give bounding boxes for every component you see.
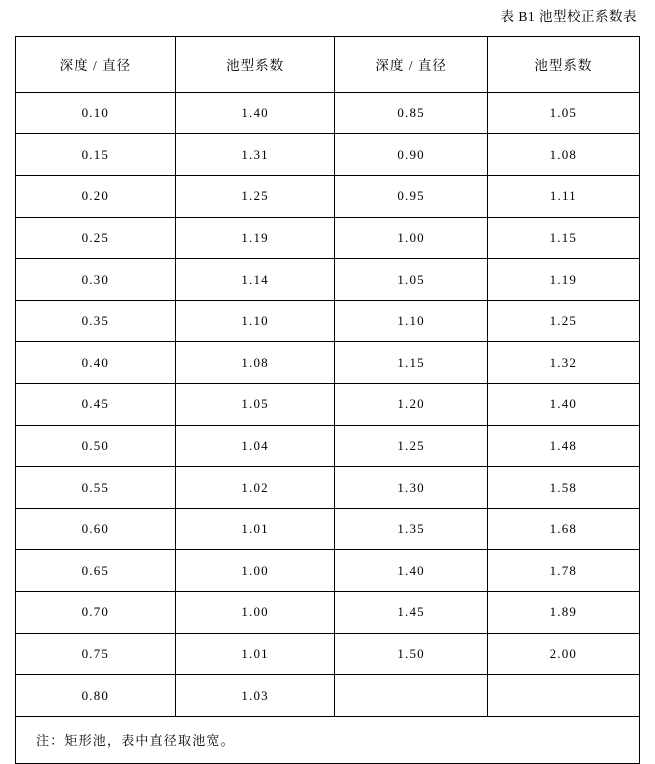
cell-pool-factor-2: 1.40 xyxy=(487,384,639,426)
cell-depth-diameter-2: 1.00 xyxy=(335,217,487,259)
cell-pool-factor-2: 1.58 xyxy=(487,467,639,509)
cell-depth-diameter-2: 1.50 xyxy=(335,633,487,675)
cell-depth-diameter-1: 0.35 xyxy=(16,300,176,342)
table-row xyxy=(16,134,640,176)
cell-pool-factor-2: 1.78 xyxy=(487,550,639,592)
table-row xyxy=(16,384,640,426)
cell-depth-diameter-2: 1.20 xyxy=(335,384,487,426)
table-caption: 表 B1 池型校正系数表 xyxy=(500,9,637,24)
cell-depth-diameter-1: 0.80 xyxy=(16,675,176,717)
table-row xyxy=(16,633,640,675)
table-row xyxy=(16,176,640,218)
pool-shape-correction-factor-table xyxy=(15,36,640,764)
cell-pool-factor-1: 1.03 xyxy=(175,675,335,717)
table-row xyxy=(16,92,640,134)
table-header xyxy=(16,36,640,92)
cell-depth-diameter-1: 0.65 xyxy=(16,550,176,592)
table-row xyxy=(16,675,640,717)
cell-pool-factor-1: 1.40 xyxy=(175,92,335,134)
cell-pool-factor-2: 1.19 xyxy=(487,259,639,301)
cell-pool-factor-1: 1.19 xyxy=(175,217,335,259)
table-row xyxy=(16,592,640,634)
cell-pool-factor-2: 1.15 xyxy=(487,217,639,259)
cell-depth-diameter-1: 0.70 xyxy=(16,592,176,634)
cell-pool-factor-2: 1.48 xyxy=(487,425,639,467)
cell-pool-factor-2: 1.08 xyxy=(487,134,639,176)
cell-depth-diameter-2 xyxy=(335,675,487,717)
cell-pool-factor-1: 1.00 xyxy=(175,592,335,634)
cell-depth-diameter-2: 1.10 xyxy=(335,300,487,342)
cell-depth-diameter-2: 1.45 xyxy=(335,592,487,634)
cell-depth-diameter-2: 1.05 xyxy=(335,259,487,301)
cell-depth-diameter-2: 1.30 xyxy=(335,467,487,509)
cell-pool-factor-2 xyxy=(487,675,639,717)
column-header-depth-diameter-2: 深度 / 直径 xyxy=(335,36,487,92)
cell-pool-factor-1: 1.04 xyxy=(175,425,335,467)
cell-pool-factor-1: 1.31 xyxy=(175,134,335,176)
table-row xyxy=(16,467,640,509)
column-header-pool-factor-1: 池型系数 xyxy=(175,36,335,92)
table-row xyxy=(16,425,640,467)
table-row xyxy=(16,300,640,342)
cell-depth-diameter-1: 0.50 xyxy=(16,425,176,467)
cell-depth-diameter-2: 1.35 xyxy=(335,508,487,550)
cell-depth-diameter-1: 0.60 xyxy=(16,508,176,550)
table-row xyxy=(16,217,640,259)
cell-pool-factor-1: 1.25 xyxy=(175,176,335,218)
table-header-row xyxy=(16,36,640,92)
cell-pool-factor-1: 1.05 xyxy=(175,384,335,426)
cell-depth-diameter-2: 0.90 xyxy=(335,134,487,176)
table-container xyxy=(15,36,640,764)
cell-pool-factor-1: 1.08 xyxy=(175,342,335,384)
table-row xyxy=(16,508,640,550)
cell-depth-diameter-1: 0.55 xyxy=(16,467,176,509)
cell-pool-factor-1: 1.10 xyxy=(175,300,335,342)
cell-depth-diameter-1: 0.75 xyxy=(16,633,176,675)
cell-pool-factor-2: 1.25 xyxy=(487,300,639,342)
table-row xyxy=(16,259,640,301)
table-note: 注：矩形池，表中直径取池宽。 xyxy=(16,716,640,763)
table-note-row xyxy=(16,716,640,763)
cell-pool-factor-1: 1.14 xyxy=(175,259,335,301)
cell-pool-factor-1: 1.01 xyxy=(175,633,335,675)
cell-pool-factor-2: 1.89 xyxy=(487,592,639,634)
cell-pool-factor-1: 1.01 xyxy=(175,508,335,550)
cell-depth-diameter-1: 0.25 xyxy=(16,217,176,259)
cell-depth-diameter-2: 0.85 xyxy=(335,92,487,134)
column-header-pool-factor-2: 池型系数 xyxy=(487,36,639,92)
cell-depth-diameter-1: 0.30 xyxy=(16,259,176,301)
table-body xyxy=(16,92,640,763)
cell-pool-factor-2: 1.05 xyxy=(487,92,639,134)
cell-depth-diameter-1: 0.15 xyxy=(16,134,176,176)
cell-depth-diameter-2: 0.95 xyxy=(335,176,487,218)
cell-depth-diameter-2: 1.15 xyxy=(335,342,487,384)
cell-pool-factor-2: 1.32 xyxy=(487,342,639,384)
cell-depth-diameter-1: 0.10 xyxy=(16,92,176,134)
cell-depth-diameter-1: 0.20 xyxy=(16,176,176,218)
table-row xyxy=(16,342,640,384)
cell-pool-factor-2: 1.11 xyxy=(487,176,639,218)
cell-pool-factor-1: 1.00 xyxy=(175,550,335,592)
cell-pool-factor-2: 2.00 xyxy=(487,633,639,675)
cell-depth-diameter-2: 1.40 xyxy=(335,550,487,592)
cell-pool-factor-1: 1.02 xyxy=(175,467,335,509)
cell-pool-factor-2: 1.68 xyxy=(487,508,639,550)
cell-depth-diameter-1: 0.40 xyxy=(16,342,176,384)
table-row xyxy=(16,550,640,592)
column-header-depth-diameter-1: 深度 / 直径 xyxy=(16,36,176,92)
cell-depth-diameter-1: 0.45 xyxy=(16,384,176,426)
cell-depth-diameter-2: 1.25 xyxy=(335,425,487,467)
